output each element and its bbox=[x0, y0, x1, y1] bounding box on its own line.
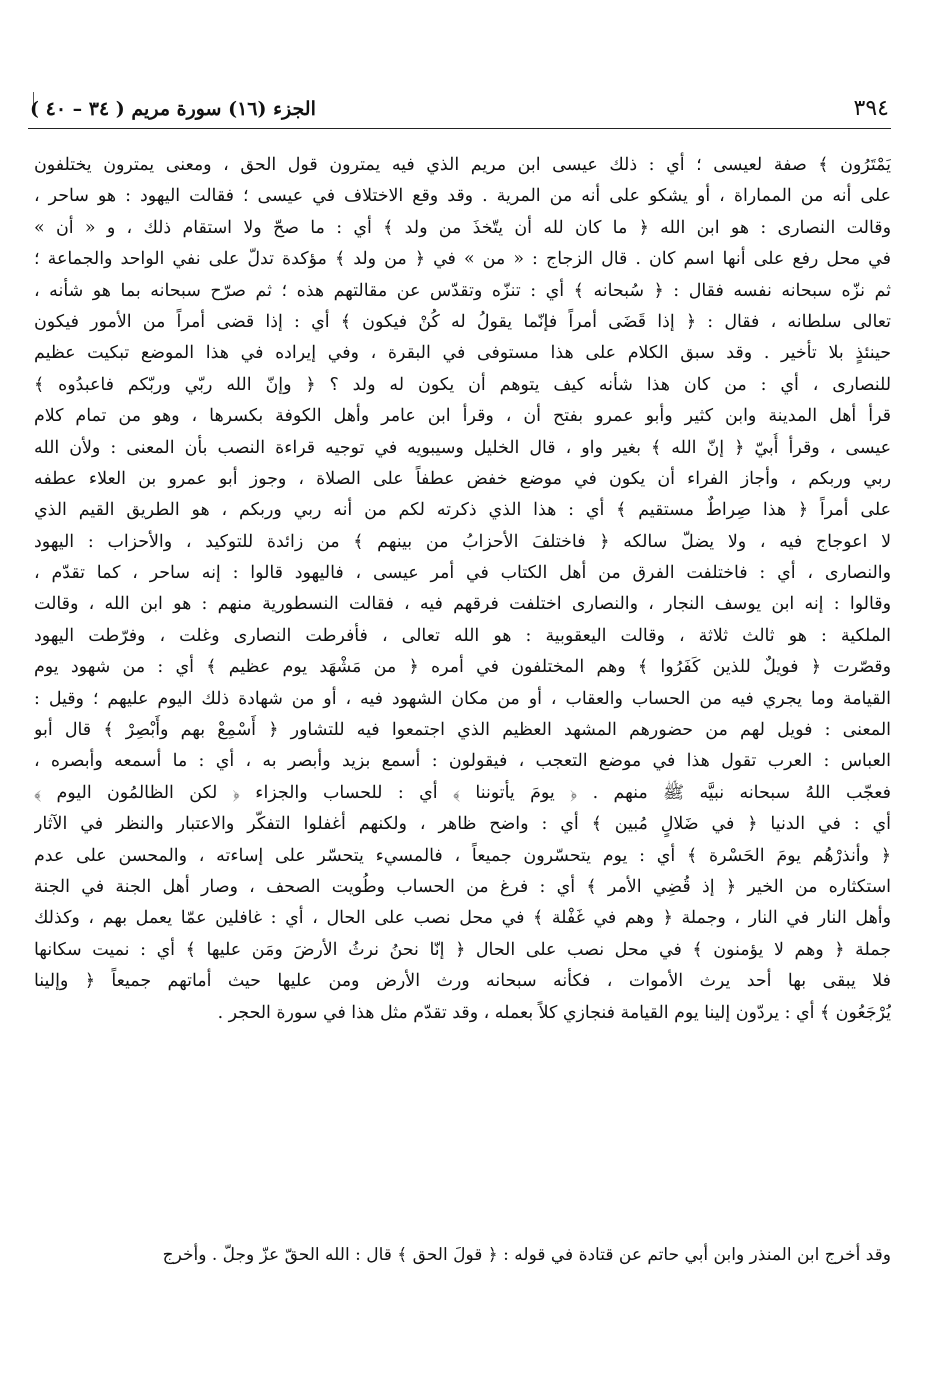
text-line: وأهل النار في النار ، وجملة ﴿ وهم في غَفْلة ﴾ في محل نصب على الحال ، أي : غافلين عمّا يعمل بهم ، وكذلك bbox=[34, 908, 891, 929]
text-line: ﴿ وأنذرْهُم يومَ الحَسْرة ﴾ أي : يوم يتحسّرون جميعاً ، فالمسيء يتحسّر على إساءته ، والمحسن على عدم bbox=[34, 845, 891, 866]
text-line: ثم نزّه سبحانه نفسه فقال : ﴿ سُبحانه ﴾ أي : تنزّه وتقدّس عن مقالتهم هذه ؛ ثم صرّح سبحانه بما هو شأنه ، bbox=[34, 280, 891, 301]
page-number: ٣٩٤ bbox=[853, 96, 889, 121]
text-line: للنصارى ، أي : من كان هذا شأنه كيف يتوهم أن يكون له ولد ؟ ﴿ وإنّ الله ربّي وربّكم فاعبدُوه ﴾ bbox=[34, 374, 891, 395]
text-line: قرأ أهل المدينة وابن كثير وأبو عمرو بفتح أن ، وقرأ ابن عامر وأهل الكوفة بكسرها ، وهو من تمام كلام bbox=[34, 406, 891, 427]
text-line: القيامة وما يجري فيه من الحساب والعقاب ، أو من مكان الشهود فيه ، أو من شهادة ذلك اليوم عليهم ؛ وقيل : bbox=[34, 688, 891, 709]
text-line: الملكية : هو ثالث ثلاثة ، وقالت اليعقوبية : هو الله تعالى ، فأفرطت النصارى وغلت ، وفرّطت اليهود bbox=[34, 625, 891, 646]
footer-text-line: وقد أخرج ابن المنذر وابن أبي حاتم عن قتادة في قوله : ﴿ قولَ الحق ﴾ قال : الله الحقّ عزّ وجلّ . وأخرج bbox=[162, 1245, 891, 1265]
main-text bbox=[34, 150, 891, 1029]
text-line: يَمْتَرُون ﴾ صفة لعيسى ؛ أي : ذلك عيسى ابن مريم الذي فيه يمترون قول الحق ، ومعنى يمترون يختلفون bbox=[34, 155, 891, 175]
text-line: تعالى سلطانه ، فقال : ﴿ إذا قَضَى أمراً فإنّما يقولُ له كُنْ فيكون ﴾ أي : إذا قضى أمراً من الأمور فيكون bbox=[34, 311, 891, 332]
text-line: فلا يبقى بها أحد يرث الأموات ، فكأنه سبحانه ورث الأرض ومن عليها حيث أماتهم جميعاً ﴿ وإلينا bbox=[34, 971, 891, 992]
text-line: حينئذٍ بلا تأخير . وقد سبق الكلام على هذا مستوفى في البقرة ، وفي إيراده في هذا الموضع تبكيت عظيم bbox=[34, 343, 891, 364]
text-line: فعجّب اللهُ سبحانه نبيَّه ﷺ منهم . ﴿ يومَ يأتوننا ﴾ أي : للحساب والجزاء ﴿ لكن الظالمُون اليوم ﴾ bbox=[34, 782, 891, 803]
text-line: استكثاره من الخير ﴿ إذ قُضِي الأمر ﴾ أي : فرغ من الحساب وطُويت الصحف ، وصار أهل الجنة في الجنة bbox=[34, 876, 891, 897]
text-line: جملة ﴿ وهم لا يؤمنون ﴾ في محل نصب على الحال ﴿ إنّا نحنُ نرثُ الأرضَ ومَن عليها ﴾ أي : نميت سكانها bbox=[34, 939, 891, 960]
text-line: على أمراً ﴿ هذا صِراطٌ مستقيم ﴾ أي : هذا الذي ذكرته لكم من أنه ربي وربكم ، هو الطريق القيم الذي bbox=[34, 500, 891, 521]
text-line: على أنه من المماراة ، أو يشكو على أنه من المرية . وقد وقع الاختلاف في عيسى ؛ فقالت اليهود : هو ساحر ، bbox=[34, 186, 891, 207]
text-line: وقالوا : إنه ابن يوسف النجار ، والنصارى اختلفت فرقهم فيه ، فقالت النسطورية منهم : هو ابن الله ، وقالت bbox=[34, 594, 891, 615]
text-line: في محل رفع على أنها اسم كان . قال الزجاج : « من » في ﴿ من ولد ﴾ مؤكدة تدلّ على نفي الواحد والجماعة ؛ bbox=[34, 249, 891, 270]
text-line: العباس : العرب تقول هذا في موضع التعجب ، فيقولون : أسمع بزيد وأبصر به ، أي : ما أسمعه وأبصره ، bbox=[34, 751, 891, 772]
text-line: عيسى ، وقرأ أُبيّ ﴿ إنّ الله ﴾ بغير واو ، قال الخليل وسيبويه في توجيه قراءة النصب بأن المعنى : ولأن الله bbox=[34, 437, 891, 458]
header-divider bbox=[28, 128, 891, 129]
text-line: لا اعوجاج فيه ، ولا يضلّ سالكه ﴿ فاختلفَ الأحزابُ من بينهم ﴾ من زائدة للتوكيد ، والأحزاب : اليهود bbox=[34, 531, 891, 552]
text-line: المعنى : فويل لهم من حضورهم المشهد العظيم الذي اجتمعوا فيه للتشاور ﴿ أَسْمِعْ بهم وأَبْصِرْ ﴾ قال أبو bbox=[34, 720, 891, 741]
sources-paragraph bbox=[34, 1240, 891, 1271]
text-line: وقالت النصارى : هو ابن الله ﴿ ما كان لله أن يتّخذَ من ولد ﴾ أي : ما صحّ ولا استقام ذلك ، و « أن » bbox=[34, 217, 891, 238]
text-line: ربي وربكم ، وأجاز الفراء أن يكون في موضع خفض عطفاً على الصلاة ، وجوز أبو عمرو بن العلاء عطفه bbox=[34, 468, 891, 489]
running-head: الجزء (١٦) سورة مريم ( ٣٤ – ٤٠ ) bbox=[30, 98, 316, 120]
text-line: أي : في الدنيا ﴿ في ضَلالٍ مُبين ﴾ أي : واضح ظاهر ، ولكنهم أغفلوا التفكّر والاعتبار والنظر في الآثار bbox=[34, 814, 891, 835]
text-line: والنصارى ، أي : فاختلفت الفرق من أهل الكتاب في أمر عيسى ، فاليهود قالوا : إنه ساحر ، كما تقدّم ، bbox=[34, 563, 891, 584]
page-header bbox=[30, 94, 889, 128]
text-line: وقصّرت ﴿ فويلٌ للذين كَفَرُوا ﴾ وهم المختلفون في أمره ﴿ من مَشْهَد يوم عظيم ﴾ أي : من شهود يوم bbox=[34, 657, 891, 678]
text-line: يُرْجَعُون ﴾ أي : يردّون إلينا يوم القيامة فنجازي كلاً بعمله ، وقد تقدّم مثل هذا في سورة الحجر . bbox=[217, 1002, 891, 1023]
